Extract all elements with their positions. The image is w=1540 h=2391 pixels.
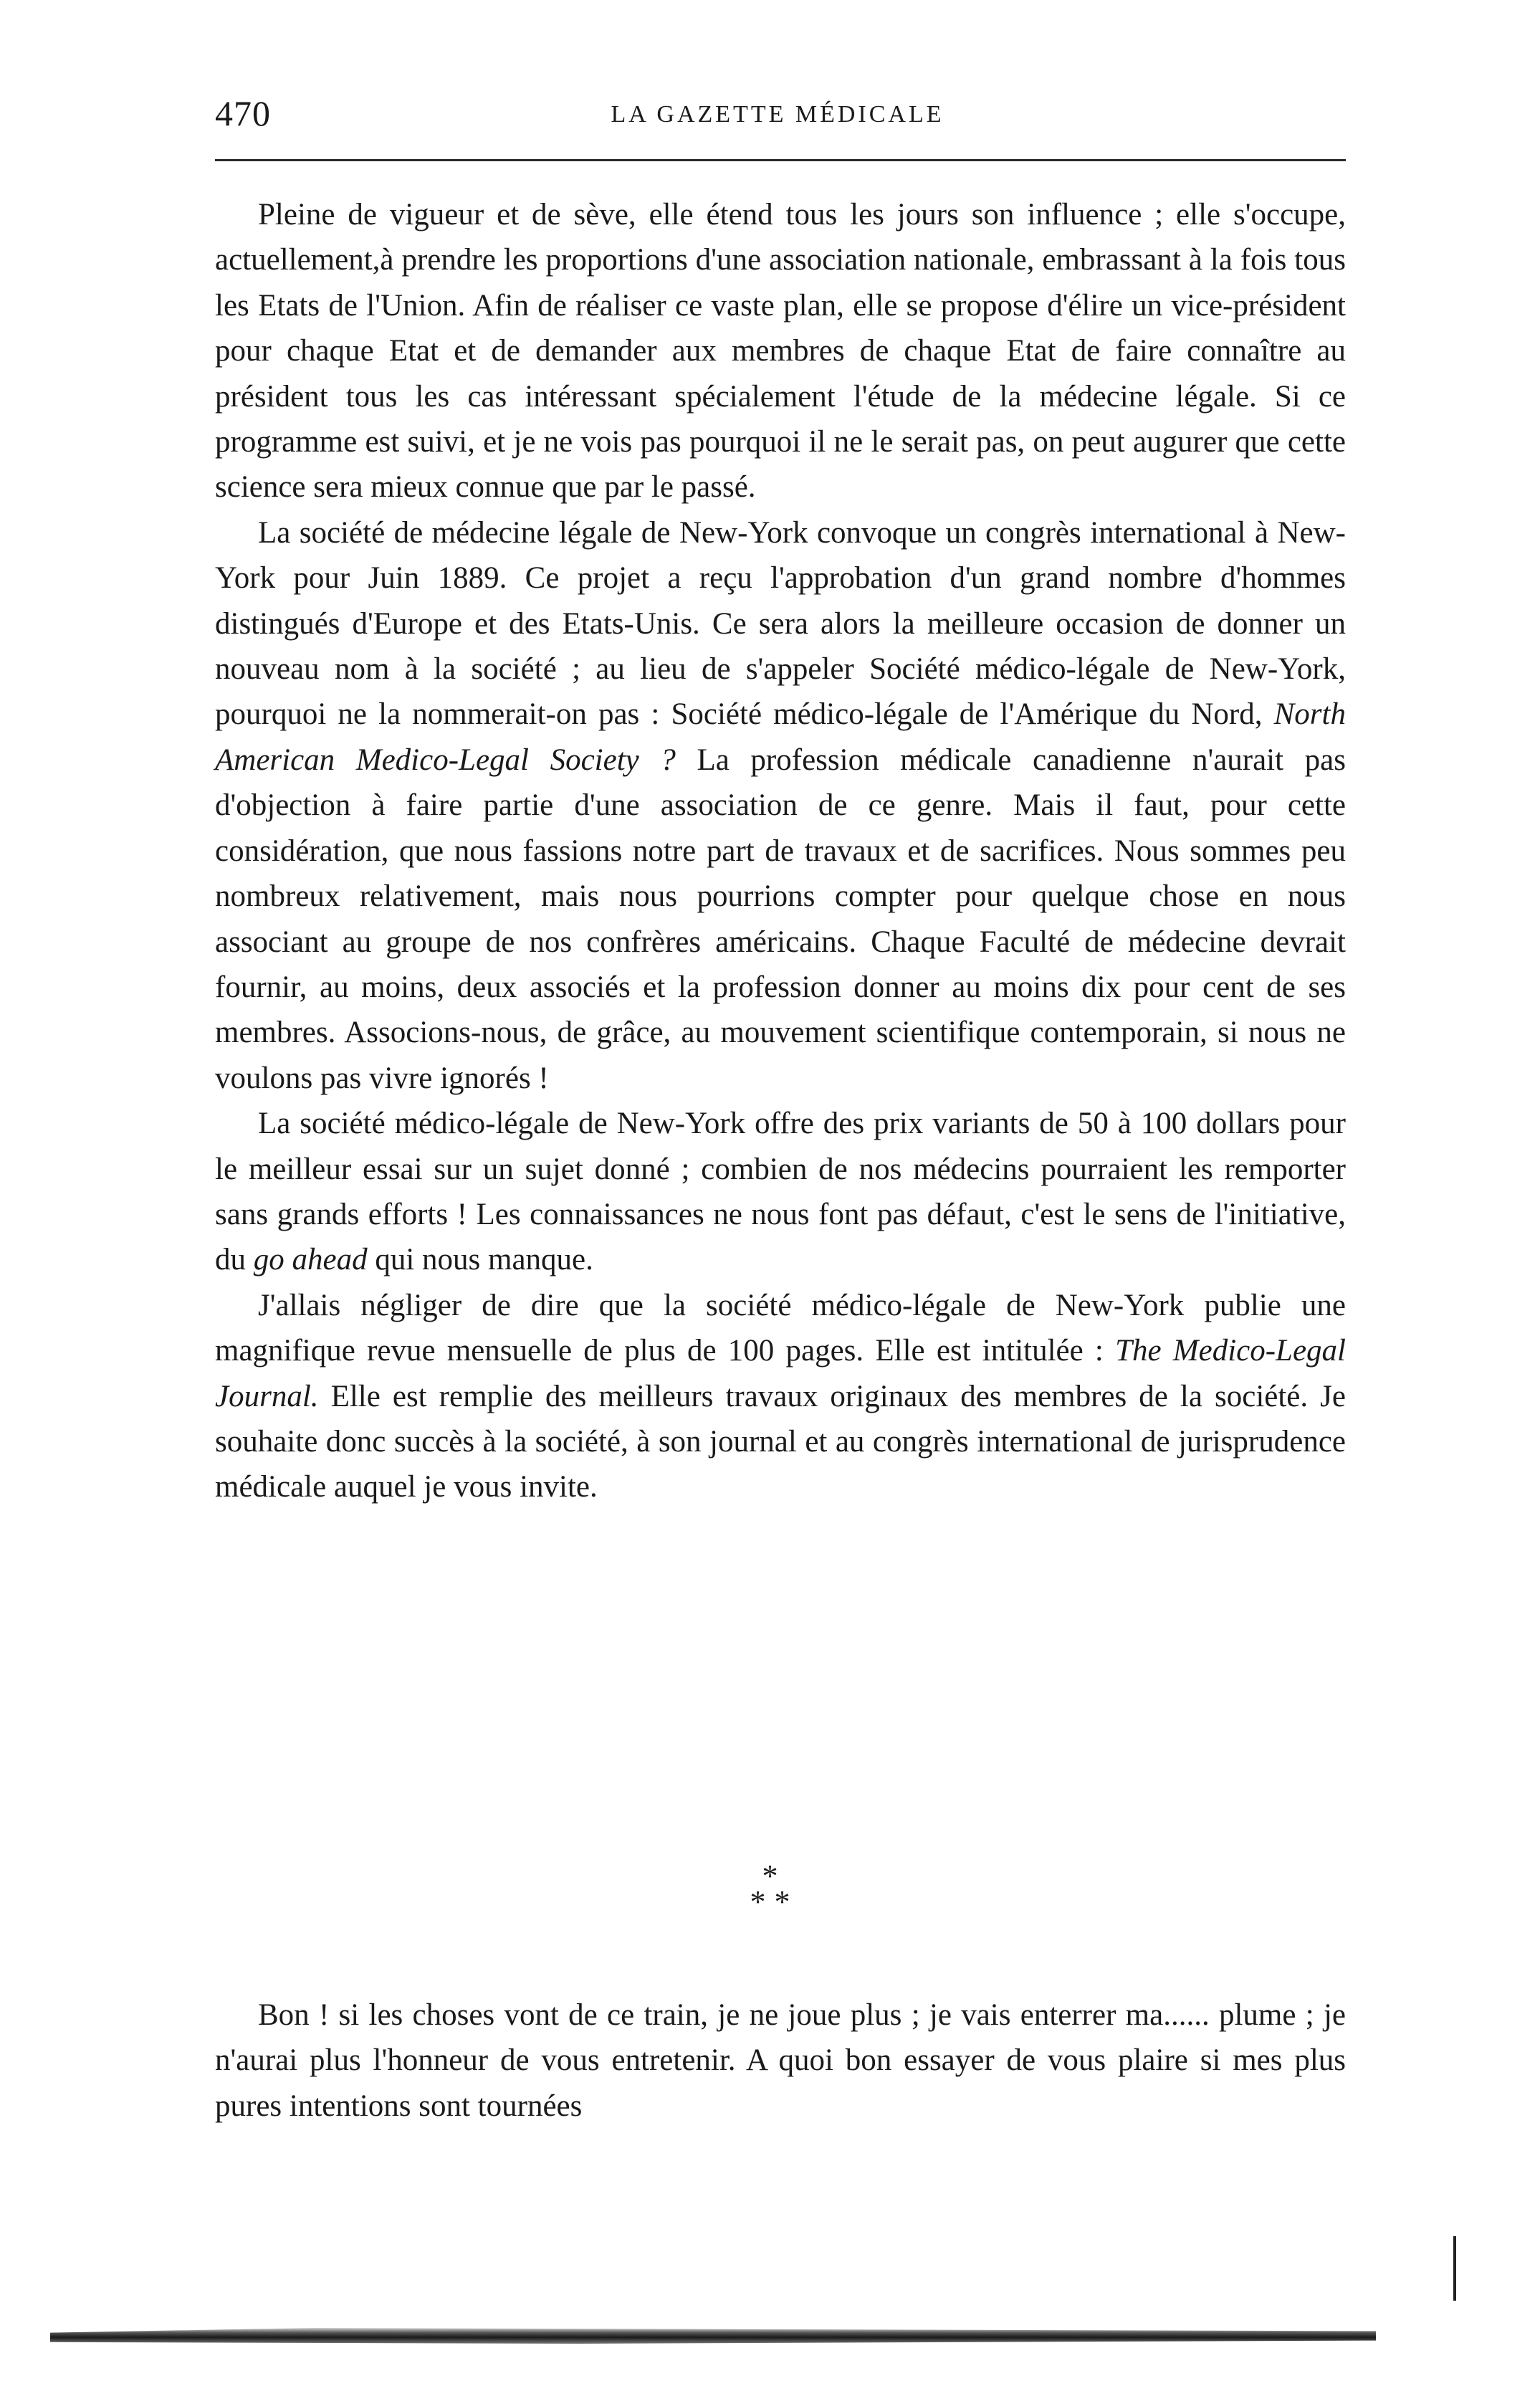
paragraph-3-segment-3: qui nous manque.: [367, 1243, 593, 1277]
paragraph-4: [215, 1283, 1346, 1510]
paragraph-3: [215, 1101, 1346, 1283]
section-asterism: [0, 1858, 1540, 1919]
paragraph-1: [215, 192, 1346, 510]
paragraph-4-segment-2: The Medico-Legal Journal.: [215, 1334, 1346, 1413]
paragraph-4-segment-1: J'allais négliger de dire que la société médico-légale de New-York publie une magnifique revue mensuelle de plus de 100 pages. Elle est intitulée :: [215, 1288, 1346, 1368]
paragraph-4-segment-3: Elle est remplie des meilleurs travaux originaux des membres de la société. Je souhaite donc succès à la société, à son journal et au congrès international de jurisprudence médicale auquel je vous invite.: [215, 1379, 1346, 1504]
closing-paragraph: [215, 1992, 1346, 2129]
paragraph-2-segment-2: North American Medico-Legal Society ?: [215, 697, 1346, 777]
page-header: [215, 92, 1340, 135]
paragraph-1-segment-1: Pleine de vigueur et de sève, elle étend tous les jours son influence ; elle s'occupe, actuellement,à prendre les proportions d'une association nationale, embrassant à la fois tous les Etats de l'Union. Afin de réaliser ce vaste plan, elle se propose d'élire un vice-président pour chaque Etat et de demander aux membres de chaque Etat de faire connaître au président tous les cas intéressant spécialement l'étude de la médecine légale. Si ce programme est suivi, et je ne vois pas pourquoi il ne le serait pas, on peut augurer que cette science sera mieux connue que par le passé.: [215, 198, 1346, 505]
print-artifact-bar: [50, 2328, 1376, 2344]
paragraph-3-segment-2: go ahead: [253, 1243, 368, 1277]
asterism-top: *: [762, 1858, 778, 1894]
closing-paragraph-segment-1: Bon ! si les choses vont de ce train, je ne joue plus ; je vais enterrer ma...... plume ; je n'aurai plus l'honneur de vous entretenir. A quoi bon essayer de vous plaire si mes plus pures intentions sont tournées: [215, 1998, 1346, 2123]
closing-section: [215, 1992, 1346, 2129]
running-title: LA GAZETTE MÉDICALE: [611, 101, 944, 128]
body-text: [215, 192, 1346, 1510]
paragraph-2-segment-3: La profession médicale canadienne n'aurait pas d'objection à faire partie d'une association de ce genre. Mais il faut, pour cette considération, que nous fassions notre part de travaux et de sacrifices. Nous sommes peu nombreux relativement, mais nous pourrions compter pour quelque chose en nous associant au groupe de nos confrères américains. Chaque Faculté de médecine devrait fournir, au moins, deux associés et la profession donner au moins dix pour cent de ses membres. Associons-nous, de grâce, au mouvement scientifique contemporain, si nous ne voulons pas vivre ignorés !: [215, 743, 1347, 1095]
paragraph-3-segment-1: La société médico-légale de New-York offre des prix variants de 50 à 100 dollars pour le meilleur essai sur un sujet donné ; combien de nos médecins pourraient les remporter sans grands efforts ! Les connaissances ne nous font pas défaut, c'est le sens de l'initiative, du: [215, 1107, 1346, 1277]
paragraph-2: [215, 510, 1346, 1101]
header-rule: [215, 159, 1346, 161]
asterism-bottom: **: [750, 1884, 799, 1919]
margin-mark: [1453, 2236, 1456, 2301]
page-number: 470: [215, 93, 271, 133]
paragraph-2-segment-1: La société de médecine légale de New-York convoque un congrès international à New-York pour Juin 1889. Ce projet a reçu l'approbation d'un grand nombre d'hommes distingués d'Europe et des Etats-Unis. Ce sera alors la meilleure occasion de donner un nouveau nom à la société ; au lieu de s'appeler Société médico-légale de New-York, pourquoi ne la nommerait-on pas : Société médico-légale de l'Amérique du Nord,: [215, 515, 1346, 732]
